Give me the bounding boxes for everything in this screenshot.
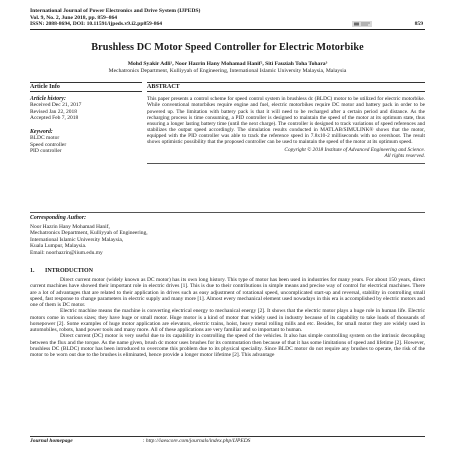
corresponding-rule [30, 212, 425, 213]
abstract-heading: ABSTRACT [147, 82, 425, 92]
page-footer [30, 436, 425, 444]
keyword-item: PID controller [30, 148, 62, 155]
accepted-date: Accepted Feb 7, 2018 [30, 115, 79, 121]
revised-date: Revised Jan 22, 2018 [30, 108, 78, 115]
received-date: Received Dec 21, 2017 [30, 102, 82, 109]
corresponding-city: Kuala Lumpur, Malaysia. [30, 243, 87, 250]
page-number: 859 [414, 21, 423, 28]
paper-title: Brushless DC Motor Speed Controller for Electric Motorbike [91, 42, 364, 54]
journal-logo-icon [352, 20, 372, 28]
corresponding-heading: Corresponding Author: [30, 215, 87, 221]
keyword-item: Speed controller [30, 141, 67, 148]
keyword-item: BLDC motor [30, 135, 60, 142]
intro-paragraph: Direct current (DC) motor is very useful due to its capability in controlling the speed of the vehicles. It also has simple controlling system on the intrinsic decoupling between the flux and the torque. As the name given, brush dc motor uses brushes for its commutation then because of that it has some limitations of speed and lifetime [2]. However, brushless DC (BLDC) motor has been introduced to overcome this problem due to its physical speciality. Since BLDC motor do not require any brushes to operate, the risk of the motor to be worn out due to the brushes is eliminated, hence provide a longer motor lifetime [2]. This advantage [30, 333, 425, 358]
keywords-heading: Keyword: [30, 129, 53, 136]
introduction-section [30, 268, 425, 358]
abstract-text: This paper presents a control scheme for speed control system in brushless dc (BLDC) motor to be utilized for electric motorbike. While conventional motorbikes require engine and fuel, electric motorbikes require DC motor and battery pack in order to be powered up. The limitation with battery pack is that it will need to be recharged after a certain period and distance. As the recharging process is time consuming, a PID controller is designed to maintain the speed of the motor at its optimum state, thus ensuring a longer lasting battery time (until the next charge). The controller is designed to track variations of speed references and stabilizes the output speed accordingly. The simulation results conducted in MATLAB/SIMULINK® shows that the motor, equipped with the PID controller was able to track the reference speed in 7.8x10-2 milliseconds with no overshoot. The result shows optimistic possibility that the proposed controller can be used to maintain the speed of the motor at its optimum speed. [147, 96, 425, 146]
corresponding-author [30, 212, 190, 256]
introduction-heading: 1. INTRODUCTION [30, 268, 94, 274]
footer-url[interactable]: : http://iaescore.com/journals/index.php/IJPEDS [142, 438, 251, 444]
corresponding-email: Email: noorhazrin@iium.edu.my [30, 249, 103, 256]
paper-affiliation: Mechatronics Department, Kulliyyah of Engineering, International Islamic University Malaysia, Malaysia [108, 68, 347, 75]
intro-paragraph: Electric machine means the machine is converting electrical energy to mechanical energy [2]. It shows that the electric motor plays a huge role in human life. Electric motors come in various sizes; they have huge or small motor. Huge motor is a kind of motor that widely used in industry because of its capability to take loads of thousands of horsepower [2]. Some examples of huge motor application are elevators, electric trains, hoist, heavy metal rolling mills and etc. Besides, for small motor they are widely used in automobiles, robots, hand power tools and many more. All of these applications are very familiar and so important to human. [30, 308, 425, 333]
abstract-rule [147, 163, 425, 164]
paper-authors: Mohd Syakir Adli¹, Noor Hazrin Hany Mohamad Hanif², Siti Fauziah Toha Tohara³ [127, 61, 328, 68]
corresponding-name: Noor Hazrin Hany Mohamad Hanif, [30, 224, 110, 230]
rights-line: All rights reserved. [384, 153, 425, 160]
history-heading: Article history: [30, 96, 66, 103]
abstract-section [147, 82, 425, 164]
corresponding-university: International Islamic University Malaysia, [30, 236, 124, 243]
journal-issn: ISSN: 2088-8694, DOI: 10.11591/ijpeds.v9.i2.pp859-864 [30, 21, 163, 28]
copyright-line: Copyright © 2018 Institute of Advanced Engineering and Science. [284, 147, 425, 154]
corresponding-dept: Mechatronics Department, Kulliyyah of Engineering, [30, 230, 148, 237]
intro-paragraph: Direct current motor (widely known as DC motor) has its own long history. This type of motor has been used in industries for many years. For about 150 years, direct current machines have showed their important role in electric drives [1]. This is due to their contributions in simple means and precise way of control for electrical machines. There are a lot of advantages that are related to their application in drives such as easy adjustment of rotational speed, uncomplicated start-up and reversal, stability in controlling small speed, fast response to change parameters in electric supply and many more [1]. Almost every mechanical element used nowadays in this era is accomplished by electric motors and one of them is DC motor. [30, 277, 425, 308]
journal-name: International Journal of Power Electronics and Drive System (IJPEDS) [30, 8, 201, 14]
header-rule [30, 29, 425, 30]
footer-label: Journal homepage [30, 438, 73, 444]
journal-volume: Vol. 9, No. 2, June 2018, pp. 859~864 [30, 14, 118, 21]
article-info-heading: Article Info [30, 82, 142, 92]
article-info [30, 82, 142, 154]
